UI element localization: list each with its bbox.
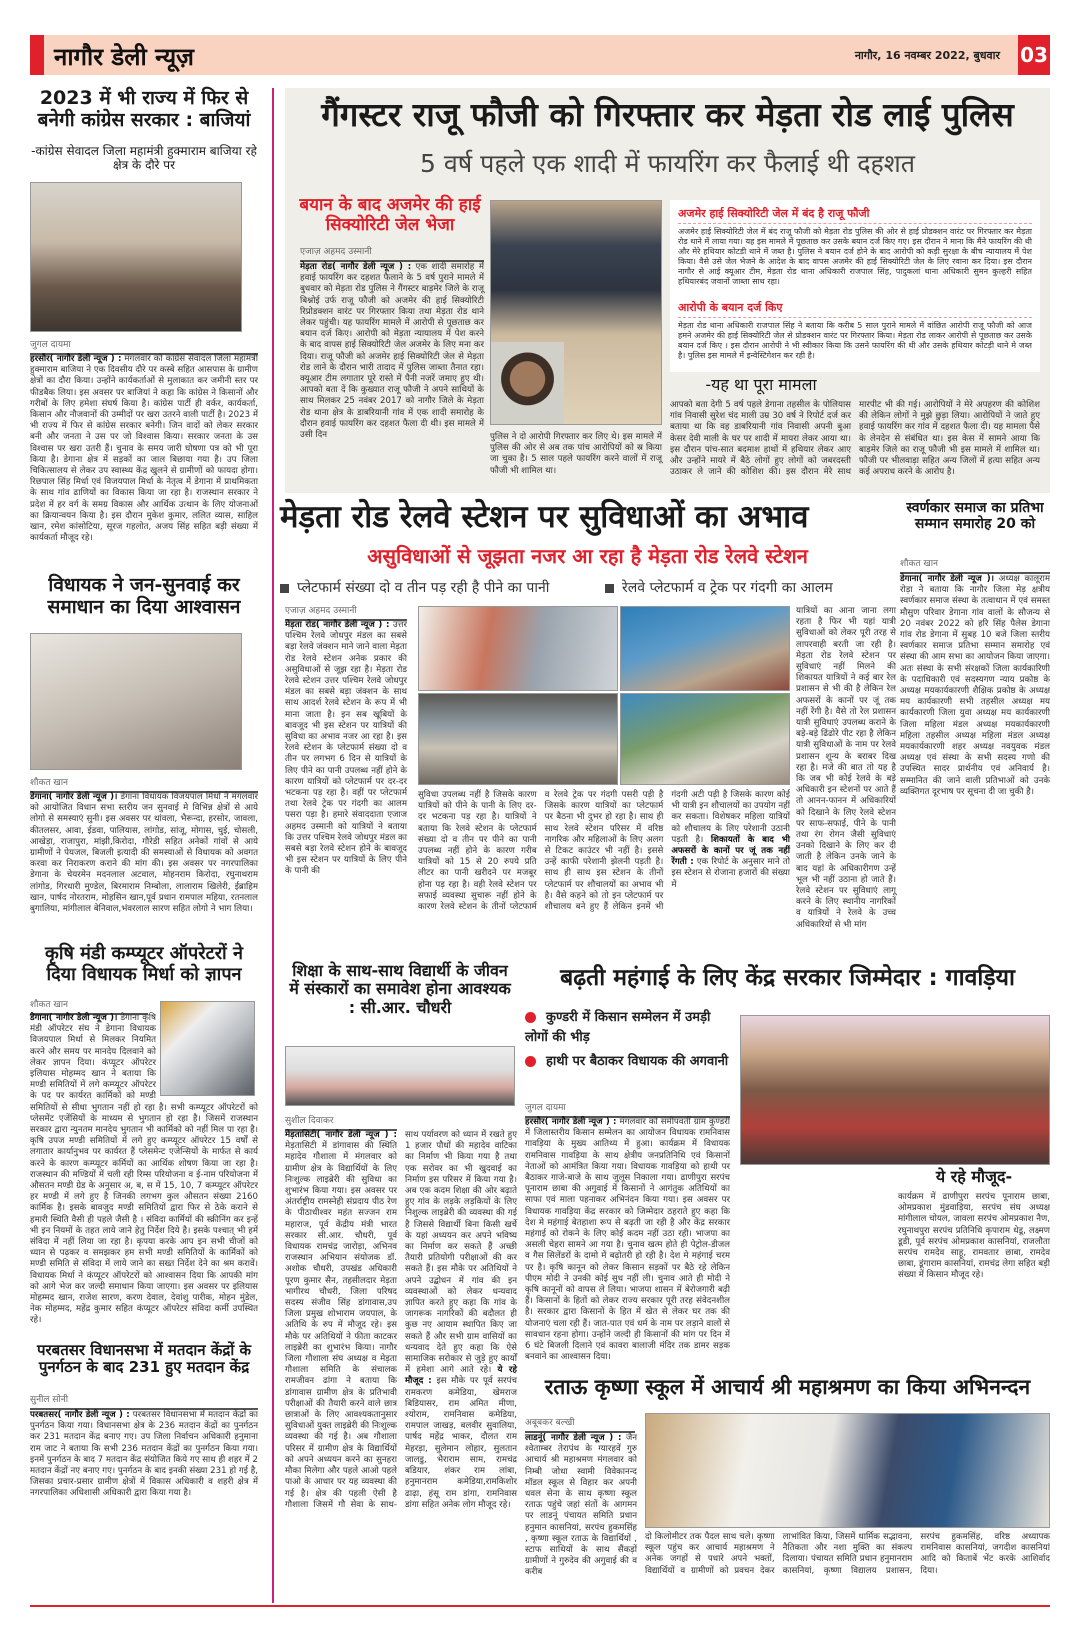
- bullet-text: कुण्डरी में किसान सम्मेलन में उमड़ी लोगों की भीड़: [525, 1010, 711, 1045]
- article-text: इस मौके पर पूर्व सरपंच रामकरण कमेडिया, खेमराज बिडियासर, राम अमित मीणा, श्योराम, रामनिवास कमेडिया, रामपाल जाखड़, बलवीर सुवालिया, पार्षद महेंद्र भाकर, दौलत राम मेहरड़ा, सुलेमान लोहार, सुलतान जालडु, भैराराम साम, रामचंद्र बडियार, शंकर राम लांबा, हनुमानराम कमेडिया,रामकिशोर ढाढ़ा, हंसू राम डांगा, रामनिवास डांगा सहित अनेक लोग मौजूद रहे।: [405, 1376, 518, 1510]
- byline: सुशील दिवाकर: [285, 1113, 397, 1131]
- byline: शौकत खान: [900, 556, 1050, 574]
- headline-mandi-operators: कृषि मंडी कम्प्यूटर ऑपरेटरों ने दिया विधायक मिर्धा को ज्ञापन: [45, 943, 243, 985]
- lead-side-headline: बयान के बाद अजमेर की हाई सिक्योरिटी जेल भेजा: [299, 195, 481, 235]
- column-divider: [272, 88, 274, 1603]
- byline: जुगल दायमा: [525, 1100, 730, 1118]
- bullet-text: रेलवे प्लेटफार्म व ट्रेक पर गंदगी का आलम: [622, 580, 833, 596]
- article-text: अध्यक्ष कालूराम रोड़ा ने बताया कि नागौर जिला मेड़ क्षत्रीय स्वर्णकार समाज संस्था के तत्वाधान में एवं समस्त मौसुण परिवार डेगाना गांव वालों के सौजन्य से 20 नवंबर 2022 को हरि सिंह पैलेस डेगाना गांव रोड डेगाना में सुबह 10 बजे जिला स्तरीय स्वर्णकार समाज प्रतिभा सम्मान समारोह एवं संस्था की आम सभा का आयोजन किया जाएगा। अतः संस्था के सभी संरक्षकों जिला कार्यकारिणी के पदाधिकारी एवं सदस्यगण न्याय प्रकोष्ठ के अध्यक्ष मयकार्यकारणी शैक्षिक प्रकोष्ठ के अध्यक्ष मय कार्यकारणी सभी तहसील अध्यक्ष मय कार्यकारणी जिला युवा अध्यक्ष मय कार्यकारणी जिला महिला मंडल अध्यक्ष मयकार्यकारणी महिला तहसील अध्यक्ष महिला मंडल अध्यक्ष मयकार्यकारणी शहर अध्यक्ष नवयुवक मंडल अध्यक्ष एवं संस्था के सभी सदस्य गणो की उपस्थित सादर प्रार्थनीय एवं अनिवार्य है। सम्मानित की जाने वाली प्रतिभाओं को उनके व्यक्तिगत दूरभाष पर सूचना दी जा चुकी है।: [900, 574, 1050, 797]
- sidebar-heading-1: अजमेर हाई सिक्योरिटी जेल में बंद है राजू फौजी: [678, 206, 1032, 224]
- bottom-rule: [30, 1605, 1050, 1607]
- choudhary-body: [285, 1130, 517, 1600]
- sidebar-text-2: मेड़ता रोड थाना अधिकारी राजपाल सिंह ने बताया कि करीब 5 साल पुराने मामले में वांछित आरोपी राजू फौजी को आज हमने अजमेर की हाई सिक्योरिटी जेल से प्रोडक्शन वारंट पर गिरफ्तार किया। मेड़ता रोड लाकर आरोपी से पूछताछ कर उसके बयान दर्ज किए । इस दौरान आरोपी ने भी स्वीकार किया कि उसने फायरिंग की थी और उसके हथियार कोटड़ी थाने मे जब्त है। पुलिस इस मामले में इन्वेस्टिगेशन कर रही है।: [678, 321, 1032, 360]
- dateline: नागौर, 16 नवम्बर 2022, बुधवार: [854, 49, 1000, 62]
- photo-kisan-sammelan-elephant: [740, 1015, 1050, 1165]
- photo-float-spacer: [156, 1013, 258, 1101]
- photo-platform-tracks: [418, 693, 618, 785]
- railway-body-left: [285, 620, 407, 955]
- headline-jan-sunwai: विधायक ने जन-सुनवाई कर समाधान का दिया आश्वासन: [47, 574, 241, 618]
- article-text: डेगाना विधायक विजयपाल मिर्धा ने मंगलवार को आयोजित विधान सभा स्तरीय जन सुनवाई मे विभिन्न क्षेत्रों से आये लोगो से समस्याएं सुनी। इस अवसर पर थांवला, भैरून्दा, हरसोर, जावला, कीतलसर, आवा, ईडवा, पालियास, लांगोड, सांजू, मोगास, चुई, चोसली, आखेड़ा, राजापुरा, मांझी,किरोदा, गौरेडी सहित अनेकों गांवों से आये ग्रामीणों ने पेयजल, बिजली इत्यादी की समस्याओं से विधायक को अवगत करवा कर निराकरण कराने की मांग की। इस अवसर पर नगरपालिका डेगाना के चेयरमेन मदनलाल अटवाल, मोहनराम किरोदा, रघुनाथराम लांगोड, गिरधारी मुण्डेल, बिरमाराम निम्बोला, लालाराम खिलेरी, ईब्राहिम खान, पार्षद नोरतराम, मोहसिन खान,पूर्व प्रधान रामपाल महिया, रतनलाल बुगालिया, मांगीलाल बेनिवाल,भंवरलाल सारण सहित लोगो ने भाग लिया।: [30, 792, 259, 915]
- article-dateline: डेगाना( नागौर डेली न्यूज )।: [30, 1013, 118, 1023]
- byline: शौकत खान: [30, 997, 148, 1015]
- gavadiya-bullet-2: [525, 1052, 730, 1072]
- photo-accused-portrait: [491, 342, 564, 424]
- article-text: डेगाना कृषि मंडी ऑपरेटर संघ ने डेगाना विधायक विजयपाल मिर्धा से मिलकर नियमित करने और समय पर मानदेय दिलवाने को लेकर ज्ञापन दिया। कंप्यूटर ऑपरेटर इलियास मोहम्मद खान ने बताया कि मण्डी समितियों में लगे कम्प्यूटर ऑपरेटर के पद पर कार्यरत कार्मिकों को मण्डी समितियों से सीधा भुगतान नहीं हो रहा है। सभी कम्प्यूटर ऑपरेटरों को प्लेसमेंट एजेंसियों के माध्यम से भुगतान हो रहा है। जिसमें राजस्थान सरकार द्वारा न्युनतम मानदेय भुगतान भी कार्मिको को नहीं मिल पा रहा है। कृषि उपज मण्डी समितियों में लगे हुए कम्प्यूटर ऑपरेटर 15 वर्षों से लगातार कार्यानुभव पर कार्यरत हैं प्लेसमेन्ट एजेन्सियों के मार्फत से कार्य करने के कारण कम्प्यूटर कर्मियों का आर्थिक शोषण किया जा रहा है। राजस्थान की मण्डियों में चली रही रिम्स परियोजना व ई-नाम परियोजना में औसतन मण्डी ग्रेड के अनुसार अ, ब, स में 15, 10, 7 कम्प्यूटर ऑपरेटर हर मण्डी में लगे हुए है जिनकी लगभग कुल औसतन संख्या 2160 कार्मिक है। इसके बावजुद मण्डी समितियों द्वारा फिर से ठेके कराने से हमारी स्थिति वैसी ही पहले जैसी है । संविदा कार्मियों की स्क्रीनिंग कर इन्हें भी इन नियमों के तहत लाये जाने हेतु निर्देश दिये है। इसके पश्चात् भी हमें संविदा में नहीं लिया जा रहा है। कृपया करके आप इन सभी चीजों को ध्यान से पढ़कर व समझकर हम सभी मण्डी समितियों के कार्मिकों को मण्डी समिति से संविदा में लाये जाने का सख्त निर्देश देने का श्रम करावें। विधायक मिर्धा ने कंप्यूटर ऑपरेटरों को आश्वासन दिया कि आपकी मांग को आगे भेज कर जल्दी समाधान किया जाएगा। इस अवसर पर इलियास मोहम्मद खान, राजेश सारण, करण देवाल, देवांशु पारीक, मोहन मुंडेल, नेक मोहम्मद, महेंद्र कुमार सहित कंप्यूटर ऑपरेटर संविदा कर्मी उपस्थित रहे।: [30, 1013, 258, 1326]
- article-text: मेड़तासिटी में डांगावास की स्थिति महादेव गौशाला में मंगलवार को ग्रामीण क्षेत्र के विद्यार्थियों के लिए निःशुल्क लाइब्रेरी की सुविधा का शुभारंभ किया गया। इस अवसर पर अंतर्राष्ट्रीय रामस्नेही संप्रदाय पीठ रेण के पीठाधीश्वर महंत सज्जन राम महाराज, पूर्व केंद्रीय मंत्री भारत सरकार सी.आर. चौधरी, पूर्व विधायक रामचंद्र जारोड़ा, अभिनव राजस्थान अभियान संयोजक डॉ. अशोक चौधरी, उपखंड अधिकारी पूरण कुमार सैन, तहसीलदार मेड़ता भागीरथ चौधरी, जिला परिषद सदस्य संजीव सिंह डांगावास,उप जिला प्रमुख शोभाराम जयपाल, के अतिथि के रुप में मौजूद रहे। इस मौके पर अतिथियों ने फीता काटकर लाइब्रेरी का शुभारंभ किया। नागौर जिला गौशाला संघ अध्यक्ष व मेड़ता गौशाला समिति के संचालक रामजीवन ढांगा ने बताया कि डांगावास ग्रामीण क्षेत्र के प्रतिभावी परीक्षाओं की तैयारी करने वाले छात्र छात्राओं के लिए आवश्यकतानुसार सुविधाओं युक्त लाइब्रेरी की निःशुल्क व्यवस्था की गई है। अब गौशाला परिसर में ग्रामीण क्षेत्र के विद्यार्थियों को अपने अध्ययन करने का सुनहरा मौका मिलेगा और पहले आओ पहले पाओ के आधार पर यह व्यवस्था की गई है। क्षेत्र की पहली ऐसी है गौशाला जिसमें गौ सेवा के साथ-साथ पर्यावरण को ध्यान में रखते हुए 1 हजार पौधों की महादेव वाटिका का निर्माण भी किया गया है तथा एक सरोवर का भी खुदवाई का निर्माण इस परिसर में किया गया है। अब एक कदम शिक्षा की ओर बढ़ाते हुए गांव के लड़के लड़कियों के लिए निशुल्क लाइब्रेरी की व्यवस्था की गई है जिससे विद्यार्थी बिना किसी खर्चे के यहां अध्ययन कर अपने भविष्य का निर्माण कर सकते हैं अच्छी तैयारी प्रतियोगी परीक्षाओं की कर सकते हैं। इस मौके पर अतिथियों ने अपने उद्बोधन में गांव की इन व्यवस्थाओं को लेकर धन्यवाद ज्ञापित करते हुए कहा कि गांव के जागरूक नागरिकों की बदौलत ही कुछ नए आयाम स्थापित किए जा सकते हैं और सभी ग्राम वासियों का धन्यवाद देते हुए कहा कि ऐसे सामाजिक सरोकार से जुड़े हुए कार्यों में हमेशा आगे आते रहे।: [285, 1130, 517, 1510]
- article-text: एक शादी समारोह में हवाई फायरिंग कर दहशत फैलाने के 5 वर्ष पुराने मामले में बुधवार को मेड़ता रोड पुलिस ने गैंगस्टर बाड़मेर जिले के राजू बिश्नोई उर्फ राजू फौजी को अजमेर की हाई सिक्योरिटी रिप्रोडक्शन वारंट पर गिरफ्तार किया तथा मेड़ता रोड थाने लेकर पहुंची। यह फायरिंग मामले में आरोपी से पूछताछ कर बयान दर्ज किए। आरोपी को मेड़ता न्यायालय में पेश करने के बाद वापस हाई सिक्योरिटी जेल अजमेर के लिए मना कर दिया। राजू फौजी को अजमेर हाई सिक्योरिटी जेल से मेड़ता रोड लाने के दौरान भारी तादाद में पुलिस जाब्ता तैनात रहा। क्यूआर टीम लगातार पूरे रास्ते में पैनी नजरें जमाए हुए थी। आपको बता दें कि कुख्यात राजू फौजी ने अपने साथियों के साथ मिलकर 25 नवंबर 2017 को नागौर जिले के मेड़ता रोड थाना क्षेत्र के डाबरियानी गांव में एक शादी समारोह के दौरान हवाई फायरिंग कर दहशत फैला दी थी। इस मामले में उसी दिन: [300, 262, 484, 441]
- lead-body: [300, 262, 484, 490]
- gavadiya-bullet-1: [525, 1008, 730, 1048]
- article-dateline: लाडनूं( नागौर डेली न्यूज ) :: [525, 1433, 622, 1443]
- article-dateline: मेड़तासिटी( नागौर डेली न्यूज ) :: [285, 1130, 397, 1140]
- sidebar-box: [670, 200, 1040, 372]
- byline: एजाज़ अहमद उस्मानी: [300, 244, 484, 262]
- article-dateline: हरसौर( नागौर डेली न्यूज ) :: [525, 1117, 617, 1127]
- article-dateline: मेड़ता रोड( नागौर डेली न्यूज ) :: [285, 620, 390, 630]
- swarnkar-body: [900, 574, 1050, 956]
- gavadiya-headline: बढ़ती महंगाई के लिए केंद्र सरकार जिम्मेदार : गावड़िया: [560, 965, 1015, 991]
- present-heading: ये रहे मौजूद-: [935, 1167, 1013, 1186]
- page-number: 03: [1018, 35, 1050, 75]
- ratau-body-right: दो किलोमीटर तक पैदल साथ चले। कृष्णा स्कूल पहुंच कर आचार्य महाश्रमण ने अनेक जगहों से पधारे अपने भक्तों, विद्यार्थियों व ग्रामीणों को प्रवचन देकर लाभांवित किया, जिसमें धार्मिक सद्भावना, नैतिकता और नशा मुक्ति का संकल्प दिलाया। पंचायत समिति प्रधान हनुमानराम कासनियां, कृष्णा विद्यालय प्रशासन, सरपंच हुकमसिंह, वरिष्ठ अध्यापक रामनिवास कासनियां, जगदीश कासनियां आदि को किताबें भेंट करके आशिर्वाद दिया।: [645, 1532, 1050, 1576]
- red-dot-bullet-icon: [525, 1056, 536, 1067]
- article-body: [30, 792, 258, 937]
- byline: सुनील सोनी: [30, 1392, 258, 1410]
- photo-platform-shed: [620, 693, 790, 785]
- inline-subhead: शिकायतों के बाद भी अफसरों के कानों पर जूं तक नहीं रेंगती :: [671, 834, 790, 868]
- photo-platform-stairs: [620, 606, 790, 691]
- bullet-text: हाथी पर बैठाकर विधायक की अगवानी: [546, 1054, 729, 1069]
- railway-body-right: यात्रियों का आना जाना लगा रहता है फिर भी यहां यात्री सुविधाओं को लेकर पूरी तरह से लापरवाही बरती जा रही है। मेड़ता रोड रेलवे स्टेशन पर सुविधाएं नहीं मिलने की शिकायत यात्रियों ने कई बार रेल प्रशासन से भी की है लेकिन रेल अफसरों के कानों पर जूं तक नहीं रेंगी है। वैसे तो रेल प्रशासन यात्री सुविधाएं उपलब्ध कराने के बड़े-बड़े ढिंढोरे पीट रहा है लेकिन यात्री सुविधाओं के नाम पर रेलवे प्रशासन शून्य के बराबर दिख रहा है। मजे की बात तो यह है कि जब भी कोई रेलवे के बड़े अधिकारी इन स्टेशनों पर आते हैं तो आनन-फानन में अधिकारियों को दिखाने के लिए रेलवे स्टेशन पर साफ-सफाई, पीने के पानी तथा रंग रोगन जैसी सुविधाएं उनको दिखाने के लिए कर दी जाती है लेकिन उनके जाने के बाद यहां के अधिकारीगण उन्हें भूल भी नहीं उठाना हो जाते हैं। रेलवे स्टेशन पर सुविधाएं लागू करने के लिए स्थानीय नागरिकों व यात्रियों ने रेलवे के उच्च अधिकारियों से भी मांग: [796, 606, 896, 930]
- railway-bullet-2: [605, 578, 895, 597]
- case-heading: -यह था पूरा मामला: [705, 375, 817, 394]
- railway-bullet-1: [280, 578, 598, 597]
- choudhary-headline: शिक्षा के साथ-साथ विद्यार्थी के जीवन में संस्कारों का समावेश होना आवश्यक : सी.आर. चौधरी: [289, 961, 511, 1017]
- article-dateline: डेगाना( नागौर डेली न्यूज )।: [900, 574, 994, 584]
- railway-subhead: असुविधाओं से जूझता नजर आ रहा है मेड़ता रोड रेलवे स्टेशन: [367, 544, 808, 568]
- square-bullet-icon: [280, 584, 289, 593]
- article-text: मंगलवार को समीपवर्ती ग्राम कुण्डरी में जिलास्तरीय किसान सम्मेलन का आयोजन विधायक रामनिवास गावड़िया के मुख्य आतिथ्य में हुआ। कार्यक्रम में विधायक रामनिवास गावड़िया के साथ क्षेत्रीय जनप्रतिनिधि एवं किसानों नेताओं को आमंत्रित किया गया। विधायक गावड़िया को हाथी पर बैठाकर गाजे-बाजे के साथ जुलूस निकाला गया। ढाणीपुरा सरपंच पूनाराम छाबा की अगुवाई में किसानों ने आगंतुक अतिथियों का साफा एवं माला पहनाकर अभिनंदन किया गया। इस अवसर पर विधायक गावड़िया केंद्र सरकार को जिम्मेदार ठहराते हुए कहा कि देश मे महंगाई बेतहाशा रूप से बढ़ती जा रही है और केंद्र सरकार महंगाई को रोकने के लिए कोई कदम नहीं उठा रही। भाजपा का असली चेहरा सामने आ गया है। चुनाव खत्म होते ही पेट्रोल-डीजल व गैस सिलेंडरों के दामो में बढ़ोतरी हो रही है। देश मे महंगाई चरम पर है। कृषि कानून को लेकर किसान सड़कों पर बैठे रहे लेकिन पीएम मोदी ने उनकी कोई सुध नहीं ली। चुनाव आते ही मोदी ने कृषि कानूनों को वापस ले लिया। भाजपा शासन में बेरोजगारी बढ़ी हैं। किसानों के हितों को लेकर राज्य सरकार पूरी तरह संवेदनशील है। सरकार द्वारा किसानों के हित में खेत से लेकर घर तक की योजनाएं चला रही हैं। जात-पात एवं धर्म के नाम पर लड़ाने वालों से सावधान रहना होगा। उन्होंने जल्दी ही किसानों की मांग पर दिन में 6 घंटे बिजली दिलाने एवं कावरा बालाजी मंदिर तक डामर सड़क बनवाने का आश्वासन दिया।: [525, 1117, 730, 1363]
- photo-acharya-mahashraman: [645, 1413, 1050, 1528]
- photo-caption-text: पुलिस ने दो आरोपी गिरफ्तार कर लिए थे। इस मामले में पुलिस की ओर से अब तक पांच आरोपियों को स्र किया जा चुका है। 5 साल पहले फायरिंग करने वालों में राजू फौजी भी शामिल था।: [490, 432, 662, 476]
- subhead-congress: -कांग्रेस सेवादल जिला महामंत्री हुक्माराम बाजिया रहे क्षेत्र के दौरे पर: [31, 144, 257, 172]
- article-body: [30, 1410, 258, 1590]
- gavadiya-body: [525, 1117, 730, 1363]
- photo-platform-water-booth: [418, 606, 618, 691]
- article-text: उत्तर पश्चिम रेलवे जोधपुर मंडल का सबसे बड़ा रेलवे जंक्शन माने जाने वाला मेड़ता रोड रेलवे स्टेशन अनेक प्रकार की असुविधाओं से जूझ रहा है। मेड़ता रोड रेलवे स्टेशन उत्तर पश्चिम रेलवे जोधपुर मंडल का सबसे बड़ा जंक्शन के साथ साथ आदर्श रेलवे स्टेशन के रूप में भी माना जाता है। इन सब खूबियों के बावजूद भी इस स्टेशन पर यात्रियों की सुविधा का अभाव नजर आ रहा है। इस रेलवे स्टेशन के प्लेटफार्म संख्या दो व तीन पर लगभग 6 दिन से यात्रियों के लिए पीने का पानी उपलब्ध नहीं होने के कारण यात्रियों को प्लेटफार्म पर दर-दर भटकना पड़ रहा है। वहीं पर प्लेटफार्म तथा रेलवे ट्रेक पर गंदगी का आलम पसरा पड़ा है। हमारे संवाददाता एजाज अहमद उस्मानी को यात्रियों ने बताया कि उत्तर पश्चिम रेलवे जोधपुर मंडल का सबसे बड़ा रेलवे स्टेशन होने के बावजूद भी इस स्टेशन पर यात्रियों के लिए पीने के पानी की: [285, 620, 407, 877]
- masthead-red-bar: [30, 35, 44, 75]
- headline-polling-booths: परबतसर विधानसभा में मतदान केंद्रों के पुनर्गठन के बाद 231 हुए मतदान केंद्र: [37, 1341, 251, 1377]
- swarnkar-headline: स्वर्णकार समाज का प्रतिभा सम्मान समारोह 20 को: [906, 500, 1044, 533]
- article-dateline: परबतसर( नागौर डेली न्यूज ) :: [30, 1410, 130, 1420]
- byline: अबूबकर बल्खी: [525, 1415, 635, 1433]
- article-text: एक रिपोर्ट के अनुसार माने तो इस स्टेशन से रोजाना हजारों की संख्या में: [671, 857, 790, 890]
- byline: जुगल दायमा: [30, 337, 258, 355]
- case-body: आपको बता देगी 5 वर्ष पहले डेगाना तहसील के पोलियास गांव निवासी सुरेश चंद माली उम्र 30 वर्ष ने रिपोर्ट दर्ज कर बताया था कि वह डाबरियानी गांव निवासी अपनी बुआ केसर देवी माली के घर पर शादी में मायरा लेकर आया था। इस दौरान पांच-सात बदमाश हाथों में हथियार लेकर आए और उन्होंने मायरे में बैठे लोगों हुए लोगों को जबरदस्ती उठाकर ले जाने की कोशिश की। इस दौरान मेरे साथ मारपीट भी की गई। आरोपियों ने मेरे अपहरण की कोशिश की लेकिन लोगों ने मुझे छुड़ा लिया। आरोपियों ने जाते हुए हवाई फायरिंग कर गांव में दहशत फैला दी। यह मामला पैसे के लेनदेन से संबंधित था। इस केस में सामने आया कि बाड़मेर जिले का राजू फौजी भी इस मामले में शामिल था। फौजी पर भीलवाड़ा सहित अन्य जिलों में हत्या सहित अन्य कई अपराध करने के आरोप है।: [670, 400, 1040, 478]
- lead-subhead: 5 वर्ष पहले एक शादी में फायरिंग कर फैलाई थी दहशत: [419, 149, 916, 178]
- railway-headline: मेड़ता रोड रेलवे स्टेशन पर सुविधाओं का अभाव: [280, 499, 809, 535]
- sidebar-heading-2: आरोपी के बयान दर्ज किए: [678, 300, 1032, 318]
- byline: शौकत खान: [30, 775, 258, 793]
- byline: एजाज़ अहमद उस्मानी: [285, 603, 407, 621]
- article-dateline: डेगाना( नागौर डेली न्यूज )।: [30, 792, 118, 802]
- photo-congress-group: [30, 182, 242, 332]
- article-text: मंगलवार को कांग्रेस सेवादल जिला महामंत्री हुक्माराम बाजिया ने एक दिवसीय दौरे पर कस्बे सहित आसपास के ग्रामीण क्षेत्रों का दौरा किया। उन्होंने कार्यकर्ताओं से मुलाकात कर जमीनी स्तर पर फीडबैक लिया। इस अवसर पर बाजियां ने कहा कि कांग्रेस ने किसानों और गरीबों के लिए हमेशा संघर्ष किया है। कांग्रेस पार्टी ही वर्कर, कार्यकर्ता, किसान और नौजवानों की उम्मीदों पर खरा उतरने वाली पार्टी है। 2023 में भी राज्य में फिर से कांग्रेस सरकार बनेगी। जिन वादों को लेकर सरकार बनी और जनता ने उस पर जो विश्वास किया। सरकार जनता के उस विश्वास पर खरा उतरी हैं। चुनाव के समय जारी घोषणा पत्र को भी पूरा किया है। डेगाना क्षेत्र में सड़कों का जाल बिछाया गया है। उप जिला चिकित्सालय से लेकर उप स्वास्थ्य केंद्र खुलने से ग्रामीणों को फायदा होगा। रिछपाल सिंह मिर्धा एवं विजयपाल मिर्धा के नेतृत्व में डेगाना में प्राथमिकता के साथ गांव ढाणियों का विकास किया जा रहा है। राजस्थान सरकार ने प्रदेश में हर वर्ग के समग्र विकास और आर्थिक उत्थान के लिए योजनाओं का क्रियान्वयन किया है। इस दौरान मुकेश कुमार, ललित व्यास, साहिल खान, रमेश कांसोटिया, सूरज गहलोत, अजय सिंह सहित बड़ी संख्या में कार्यकर्ता मौजूद रहे।: [30, 354, 259, 544]
- article-body: [30, 354, 258, 567]
- article-body: [30, 1013, 258, 1338]
- article-dateline: मेड़ता रोड( नागौर डेली न्यूज ) :: [300, 262, 412, 272]
- photo-library-event: [285, 1046, 515, 1106]
- article-text: सुविधा उपलब्ध नहीं है जिसके कारण यात्रियों को पीने के पानी के लिए दर-दर भटकना पड़ रहा है। यात्रियों ने बताया कि रेलवे स्टेशन के प्लेटफार्म संख्या दो व तीन पर पीने का पानी उपलब्ध नहीं होने के कारण गरीब यात्रियों को 15 से 20 रुपये प्रति लीटर का पानी खरीदने पर मजबूर होना पड़ रहा है। वही रेलवे स्टेशन पर सफाई व्यवस्था सुचारू नहीं होने के कारण रेलवे स्टेशन के तीनों प्लेटफार्म व रेलवे ट्रेक पर गंदगी पसरी पड़ी है जिसके कारण यात्रियों का प्लेटफार्म पर बैठना भी दुभर हो रहा है। साथ ही साथ रेलवे स्टेशन परिसर में वरिष्ठ नागरिक और महिलाओं के लिए अलग से टिकट काउंटर भी नहीं है। इससे उन्हें काफी परेशानी झेलनी पड़ती है। साथ ही साथ इस स्टेशन के तीनों प्लेटफार्म पर शौचालयों का अभाव भी है। वैसे कहने को तो इन प्लेटफार्म पर शौचालय बने हुए हैं लेकिन इनमें भी गंदगी अटी पड़ी है जिसके कारण कोई भी यात्री इन शौचालयों का उपयोग नहीं कर सकता। विशेषकर महिला यात्रियों को शौचालय के लिए परेशानी उठानी पड़ती है।: [418, 790, 790, 913]
- photo-jan-sunwai: [30, 633, 242, 770]
- present-body: कार्यक्रम में ढाणीपुरा सरपंच पूनाराम छाबा, ओमप्रकाश मुंडवाड़िया, सरपंच संघ अध्यक्ष मांगीलाल चोयल, जावला सरपंच ओमप्रकाश नैण, रघुनाथपुरा सरपंच प्रतिनिधि कृपाराम धेडू, लक्ष्मण डूडी, पूर्व सरपंच ओमप्रकाश कासनियां, राजलौता सरपंच रामदेव साहू, रामवतार छाबा, रामदेव छाबा, डूंगाराम कासनियां, रामचंद्र लेगा सहित बड़ी संख्या में किसान मौजूद रहे।: [898, 1192, 1050, 1281]
- sidebar-text-1: अजमेर हाई सिक्योरिटी जेल में बंद राजू फौजी को मेड़ता रोड पुलिस की ओर से हाई प्रोडक्शन वारंट पर गिरफ्तार कर मेड़ता रोड थाने में लाया गया। यह इस मामले में पूछताछ कर उसके बयान दर्ज किए गए। इस दौरान ने माना कि मैंने फायरिंग की थी और मेरे हथियार कोटडी थाने में जब्त है। पुलिस ने बयान दर्ज होने के बाद आरोपी को कड़ी सुरक्षा के बीच न्यायालय में पेश किया। वैसे उसे जेल भेजने के आदेश के बाद वापस अजमेर की हाई सिक्योरिटी जेल के लिए रवाना कर दिया। इस दौरान नागौर से आई क्यूआर टीम, मेड़ता रोड थाना अधिकारी राजपाल सिंह, पादुकलां थाना अधिकारी सुमन कुल्हरी सहित हथियारबंद जवानों जाब्ता साथ रहा।: [678, 227, 1032, 286]
- ratau-headline: रताऊ कृष्णा स्कूल में आचार्य श्री महाश्रमण का किया अभिनन्दन: [544, 1375, 1031, 1399]
- masthead-title: नागौर डेली न्यूज़: [54, 43, 194, 71]
- lead-headline: गैंगस्टर राजू फौजी को गिरफ्तार कर मेड़ता रोड लाई पुलिस: [321, 95, 1014, 134]
- article-text: परबतसर विधानसभा में मतदान केंद्रों का पुनर्गठन किया गया। विधानसभा क्षेत्र के 236 मतदान केंद्रों का पुनर्गठन कर 231 मतदान केंद्र बनाए गए। उप जिला निर्वाचन अधिकारी हनुमाना राम जाट ने बताया कि सभी 236 मतदान केंद्रों का पुनर्गठन किया गया। इनमें पुनर्गठन के बाद 7 मतदान केंद्र संयोजित किये गए साथ ही शहर में 2 मतदान केंद्रों नए बनाए गए। पुनर्गठन के बाद इनकी संख्या 231 हो गई है, जिसका प्रचार-प्रसार ग्रामीण क्षेत्रों में विकास अधिकारी व शहरी क्षेत्र में नगरपालिका अधिशासी अधिकारी द्वारा किया गया है।: [30, 1410, 259, 1499]
- headline-congress: 2023 में भी राज्य में फिर से बनेगी कांग्रेस सरकार : बाजियां: [37, 87, 251, 131]
- article-text: जैन श्वेताम्बर तेरापंथ के ग्यारहवें गुरु आचार्य श्री महाश्रमण मंगलवार को निम्बी जोधा स्वामी विवेकानन्द मॉडल स्कूल से विहार कर अपनी धवल सेना के साथ कृष्णा स्कूल रताऊ पहुंचे जहां संतों के आगमन पर लाडनूं पंचायत समिति प्रधान हनुमान कासनियां, सरपंच हुकमसिंह , कृष्णा स्कूल रताऊ के विद्यार्थियों , स्टाफ साथियों के साथ सैंकड़ों ग्रामीणों ने गुरुदेव की अगुवाई की व करीब: [525, 1433, 637, 1578]
- square-bullet-icon: [605, 584, 614, 593]
- article-dateline: हरसौर( नागौर डेली न्यूज ) :: [30, 354, 122, 364]
- gavadiya-body-continued: [740, 1170, 890, 1357]
- bullet-text: प्लेटफार्म संख्या दो व तीन पड़ रही है पीने का पानी: [297, 580, 550, 596]
- present-label: ये रहे मौजूद :: [405, 1365, 517, 1387]
- railway-body-mid: [418, 790, 790, 955]
- ratau-body-left: [525, 1433, 637, 1598]
- red-dot-bullet-icon: [525, 1012, 536, 1023]
